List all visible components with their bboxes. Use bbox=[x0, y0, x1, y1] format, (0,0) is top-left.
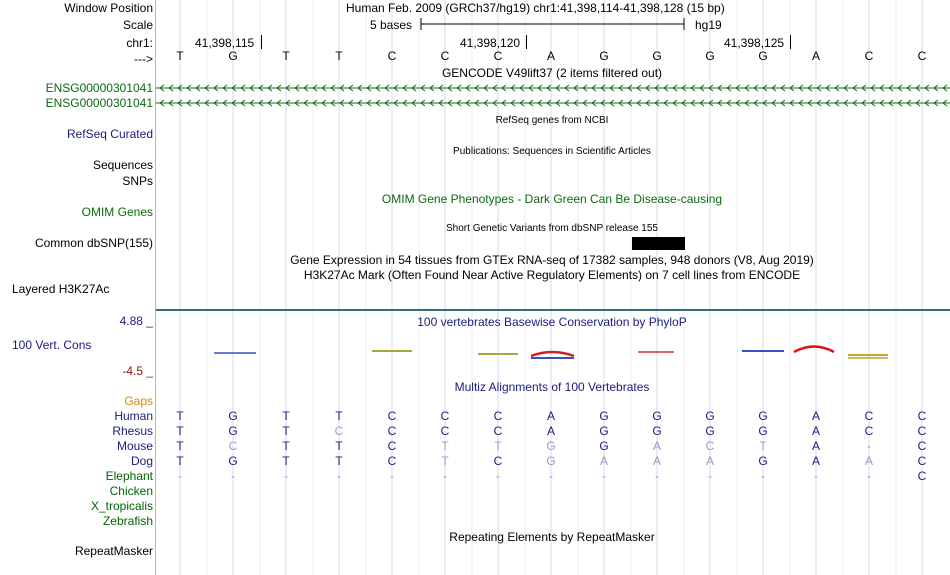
coord-label-3: 41,398,125 bbox=[724, 36, 785, 50]
scale-label: Scale bbox=[122, 18, 153, 32]
alignment-base: T bbox=[176, 409, 184, 423]
coord-label-2: 41,398,120 bbox=[460, 36, 521, 50]
alignment-base: T bbox=[282, 409, 290, 423]
sequences-title: Publications: Sequences in Scientific Articles bbox=[453, 146, 651, 157]
alignment-base: - bbox=[814, 469, 818, 483]
alignment-base: A bbox=[811, 439, 820, 453]
species-label: Chicken bbox=[109, 484, 153, 498]
species-label: Human bbox=[114, 409, 153, 423]
omim-title: OMIM Gene Phenotypes - Dark Green Can Be Disease-causing bbox=[381, 192, 723, 206]
multiz-gaps-label: Gaps bbox=[124, 394, 153, 408]
alignment-base: C bbox=[864, 409, 874, 423]
alignment-base: T bbox=[335, 409, 343, 423]
alignment-base: C bbox=[493, 454, 503, 468]
h3k27ac-baseline bbox=[156, 309, 950, 311]
gencode-title: GENCODE V49lift37 (2 items filtered out) bbox=[441, 66, 663, 80]
alignment-base: C bbox=[440, 409, 450, 423]
alignment-base: G bbox=[228, 409, 238, 423]
alignment-base: G bbox=[705, 424, 715, 438]
reference-base: T bbox=[282, 49, 290, 63]
alignment-base: C bbox=[440, 424, 450, 438]
alignment-base: G bbox=[546, 454, 556, 468]
phylop-peak bbox=[794, 347, 834, 353]
coord-tick-3 bbox=[790, 35, 791, 49]
reference-base: C bbox=[387, 49, 397, 63]
alignment-base: A bbox=[864, 454, 873, 468]
alignment-base: - bbox=[496, 469, 500, 483]
alignment-base: G bbox=[599, 424, 609, 438]
alignment-base: C bbox=[917, 424, 927, 438]
reference-base: T bbox=[176, 49, 184, 63]
alignment-base: T bbox=[282, 454, 290, 468]
alignment-base: T bbox=[282, 439, 290, 453]
alignment-base: C bbox=[917, 469, 927, 483]
reference-base: G bbox=[652, 49, 662, 63]
alignment-base: G bbox=[652, 424, 662, 438]
alignment-base: G bbox=[758, 424, 768, 438]
alignment-base: A bbox=[705, 454, 714, 468]
alignment-base: A bbox=[652, 439, 661, 453]
gencode-item-1[interactable]: ENSG00000301041 bbox=[45, 81, 153, 95]
alignment-base: G bbox=[228, 424, 238, 438]
alignment-base: A bbox=[811, 454, 820, 468]
track-label-phylop[interactable]: 100 Vert. Cons bbox=[12, 338, 92, 352]
alignment-base: T bbox=[335, 454, 343, 468]
gencode-arrow-line-1 bbox=[156, 85, 950, 91]
left-label-panel bbox=[0, 0, 155, 575]
reference-base: A bbox=[811, 49, 820, 63]
strand-label: ---> bbox=[134, 52, 153, 66]
window-position-label: Window Position bbox=[64, 1, 153, 15]
coord-tick-2 bbox=[526, 35, 527, 49]
species-label: Mouse bbox=[116, 439, 153, 453]
phylop-min-label: -4.5 _ bbox=[122, 364, 153, 378]
phylop-peak bbox=[531, 352, 574, 356]
gencode-item-2[interactable]: ENSG00000301041 bbox=[45, 96, 153, 110]
coord-tick-1 bbox=[261, 35, 262, 49]
alignment-base: - bbox=[231, 469, 235, 483]
window-position-value: Human Feb. 2009 (GRCh37/hg19) chr1:41,398,114-41,398,128 (15 bp) bbox=[346, 1, 725, 15]
alignment-base: A bbox=[811, 409, 820, 423]
track-label-refseq[interactable]: RefSeq Curated bbox=[66, 127, 153, 141]
alignment-base: G bbox=[599, 439, 609, 453]
dbsnp-variant-block[interactable] bbox=[632, 237, 685, 250]
reference-base: C bbox=[440, 49, 450, 63]
alignment-base: C bbox=[493, 409, 503, 423]
alignment-base: - bbox=[761, 469, 765, 483]
alignment-base: - bbox=[867, 439, 871, 453]
reference-base: T bbox=[335, 49, 343, 63]
alignment-base: C bbox=[228, 439, 238, 453]
alignment-base: C bbox=[705, 439, 715, 453]
alignment-base: A bbox=[811, 424, 820, 438]
track-label-sequences[interactable]: Sequences bbox=[92, 158, 153, 172]
phylop-signal[interactable] bbox=[156, 340, 950, 366]
alignment-base: C bbox=[917, 439, 927, 453]
reference-base: G bbox=[705, 49, 715, 63]
alignment-base: - bbox=[655, 469, 659, 483]
species-label: Dog bbox=[130, 454, 153, 468]
alignment-base: C bbox=[917, 409, 927, 423]
chr-label: chr1: bbox=[126, 36, 153, 50]
alignment-base: C bbox=[334, 424, 344, 438]
scale-bar bbox=[420, 16, 686, 32]
multiz-title: Multiz Alignments of 100 Vertebrates bbox=[454, 380, 650, 394]
species-label: Rhesus bbox=[112, 424, 153, 438]
refseq-title: RefSeq genes from NCBI bbox=[495, 115, 609, 126]
alignment-base: T bbox=[176, 454, 184, 468]
alignment-base: G bbox=[652, 409, 662, 423]
reference-base: C bbox=[917, 49, 927, 63]
alignment-base: T bbox=[759, 439, 767, 453]
alignment-base: T bbox=[176, 424, 184, 438]
scale-value: 5 bases bbox=[370, 18, 413, 32]
alignment-base: - bbox=[549, 469, 553, 483]
alignment-base: T bbox=[494, 439, 502, 453]
alignment-base: - bbox=[337, 469, 341, 483]
alignment-base: T bbox=[441, 439, 449, 453]
alignment-base: T bbox=[282, 424, 290, 438]
phylop-max-label: 4.88 _ bbox=[119, 314, 153, 328]
track-label-repeatmasker[interactable]: RepeatMasker bbox=[74, 544, 153, 558]
alignment-base: T bbox=[335, 439, 343, 453]
alignment-base: - bbox=[867, 469, 871, 483]
alignment-base: - bbox=[443, 469, 447, 483]
alignment-base: G bbox=[546, 439, 556, 453]
alignment-base: - bbox=[602, 469, 606, 483]
alignment-base: G bbox=[758, 409, 768, 423]
reference-base: G bbox=[228, 49, 238, 63]
alignment-base: G bbox=[758, 454, 768, 468]
alignment-base: C bbox=[493, 424, 503, 438]
alignment-base: A bbox=[546, 424, 555, 438]
species-label: Elephant bbox=[105, 469, 153, 483]
dbsnp-title: Short Genetic Variants from dbSNP release 155 bbox=[446, 223, 658, 234]
gencode-gene-arrows[interactable] bbox=[156, 82, 950, 112]
alignment-base: C bbox=[387, 409, 397, 423]
reference-base: C bbox=[493, 49, 503, 63]
track-label-h3k27ac[interactable]: Layered H3K27Ac bbox=[12, 282, 110, 296]
alignment-base: A bbox=[652, 454, 661, 468]
alignment-base: C bbox=[387, 424, 397, 438]
alignment-base: C bbox=[387, 454, 397, 468]
reference-base: G bbox=[758, 49, 768, 63]
phylop-title: 100 vertebrates Basewise Conservation by PhyloP bbox=[417, 315, 687, 329]
alignment-base: - bbox=[178, 469, 182, 483]
alignment-base: T bbox=[176, 439, 184, 453]
alignment-base: - bbox=[284, 469, 288, 483]
track-label-dbsnp[interactable]: Common dbSNP(155) bbox=[34, 236, 153, 250]
reference-base: C bbox=[864, 49, 874, 63]
gencode-arrow-line-2 bbox=[156, 100, 950, 106]
alignment-base: G bbox=[599, 409, 609, 423]
scale-assembly: hg19 bbox=[695, 18, 722, 32]
alignment-base: A bbox=[599, 454, 608, 468]
species-label: X_tropicalis bbox=[90, 499, 153, 513]
alignment-base: A bbox=[546, 409, 555, 423]
alignment-base: G bbox=[705, 409, 715, 423]
track-label-snps[interactable]: SNPs bbox=[122, 174, 153, 188]
repeatmasker-title: Repeating Elements by RepeatMasker bbox=[449, 530, 655, 544]
reference-base: G bbox=[599, 49, 609, 63]
track-label-omim[interactable]: OMIM Genes bbox=[81, 205, 153, 219]
alignment-base: G bbox=[228, 454, 238, 468]
h3k27ac-title: H3K27Ac Mark (Often Found Near Active Regulatory Elements) on 7 cell lines from ENCODE bbox=[303, 268, 801, 282]
alignment-base: T bbox=[441, 454, 449, 468]
gtex-title: Gene Expression in 54 tissues from GTEx RNA-seq of 17382 samples, 948 donors (V8, Aug 2019) bbox=[290, 253, 814, 267]
alignment-base: C bbox=[864, 424, 874, 438]
species-label: Zebrafish bbox=[102, 514, 153, 528]
alignment-base: - bbox=[708, 469, 712, 483]
alignment-base: C bbox=[387, 439, 397, 453]
reference-base: A bbox=[546, 49, 555, 63]
alignment-base: C bbox=[917, 454, 927, 468]
coord-label-1: 41,398,115 bbox=[195, 36, 255, 50]
alignment-base: - bbox=[390, 469, 394, 483]
